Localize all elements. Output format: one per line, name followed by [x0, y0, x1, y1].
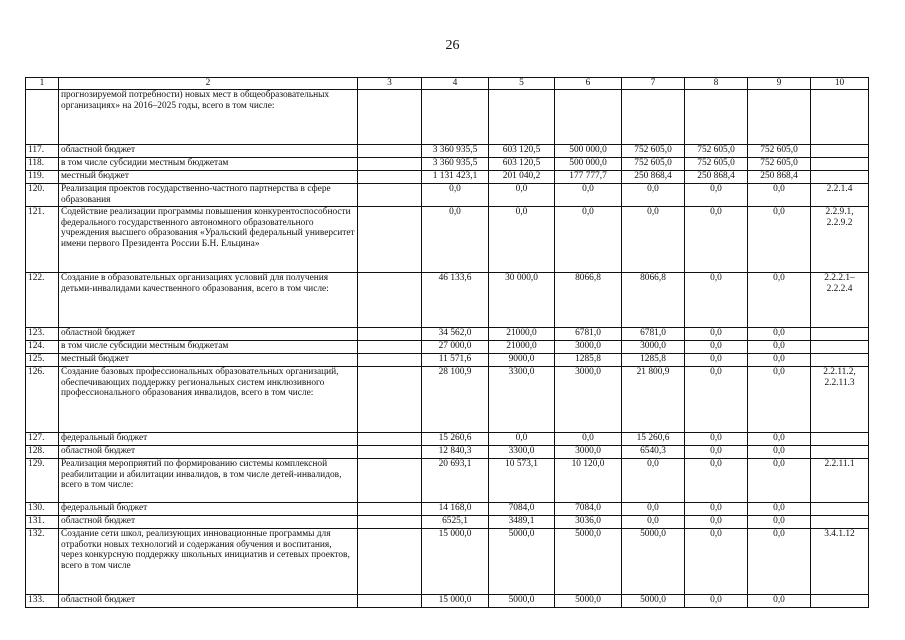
- cell-col-3: [358, 341, 422, 354]
- cell-total: 15 260,6: [422, 433, 489, 446]
- cell-col-5: 21000,0: [489, 328, 555, 341]
- cell-total: 0,0: [422, 207, 489, 273]
- cell-col-8: 752 605,0: [685, 158, 748, 171]
- cell-target-ref: 2.2.1.4: [811, 184, 869, 207]
- budget-table: [25, 77, 869, 608]
- cell-col-7: 5000,0: [622, 595, 685, 608]
- cell-col-8: [685, 90, 748, 145]
- cell-col-9: 0,0: [748, 328, 811, 341]
- table-row: [26, 341, 869, 354]
- cell-target-ref: [811, 354, 869, 367]
- column-header: 1: [26, 78, 59, 90]
- cell-col-5: 5000,0: [489, 595, 555, 608]
- cell-target-ref: [811, 145, 869, 158]
- item-name: в том числе субсидии местным бюджетам: [59, 158, 358, 171]
- cell-col-3: [358, 171, 422, 184]
- cell-col-8: 0,0: [685, 459, 748, 503]
- cell-col-6: 0,0: [555, 433, 622, 446]
- header-row: [26, 78, 869, 90]
- row-number: 117.: [26, 145, 59, 158]
- cell-col-7: 6781,0: [622, 328, 685, 341]
- cell-target-ref: [811, 158, 869, 171]
- column-header: 7: [622, 78, 685, 90]
- table-row: [26, 516, 869, 529]
- item-name: Содействие реализации программы повышения конкурентоспособности федерального государственного автономного образовательного учреждения высшего образования «Уральский федеральный университет имени первого Президента России Б.Н. Ельцина»: [59, 207, 358, 273]
- cell-col-8: 0,0: [685, 354, 748, 367]
- cell-col-8: 0,0: [685, 184, 748, 207]
- cell-col-3: [358, 595, 422, 608]
- row-number: 119.: [26, 171, 59, 184]
- cell-col-8: 0,0: [685, 328, 748, 341]
- cell-target-ref: [811, 595, 869, 608]
- cell-col-3: [358, 459, 422, 503]
- cell-col-5: 21000,0: [489, 341, 555, 354]
- cell-col-7: 1285,8: [622, 354, 685, 367]
- item-name: Создание сети школ, реализующих инновационные программы для отработки новых технологий и содержания обучения и воспитания, через конкурсную поддержку школьных инициатив и сетевых проектов, всего в том числе: [59, 529, 358, 595]
- cell-col-8: 0,0: [685, 503, 748, 516]
- item-name: местный бюджет: [59, 171, 358, 184]
- cell-target-ref: 2.2.11.2, 2.2.11.3: [811, 367, 869, 433]
- cell-col-3: [358, 207, 422, 273]
- table-row: [26, 90, 869, 145]
- cell-col-3: [358, 367, 422, 433]
- item-name: Реализация проектов государственно-частного партнерства в сфере образования: [59, 184, 358, 207]
- column-header: 3: [358, 78, 422, 90]
- cell-col-8: 0,0: [685, 273, 748, 328]
- table-row: [26, 459, 869, 503]
- cell-col-6: 7084,0: [555, 503, 622, 516]
- cell-total: 12 840,3: [422, 446, 489, 459]
- cell-col-3: [358, 529, 422, 595]
- table-row: [26, 184, 869, 207]
- cell-col-7: 0,0: [622, 503, 685, 516]
- cell-target-ref: 2.2.9.1, 2.2.9.2: [811, 207, 869, 273]
- column-header: 6: [555, 78, 622, 90]
- cell-col-5: 9000,0: [489, 354, 555, 367]
- cell-col-6: 500 000,0: [555, 145, 622, 158]
- cell-total: 11 571,6: [422, 354, 489, 367]
- cell-col-6: 5000,0: [555, 595, 622, 608]
- cell-col-7: 0,0: [622, 207, 685, 273]
- cell-col-5: [489, 90, 555, 145]
- item-name: областной бюджет: [59, 328, 358, 341]
- cell-col-5: 603 120,5: [489, 145, 555, 158]
- cell-total: 15 000,0: [422, 529, 489, 595]
- cell-col-6: 3000,0: [555, 446, 622, 459]
- cell-col-9: 0,0: [748, 459, 811, 503]
- column-header: 8: [685, 78, 748, 90]
- cell-col-7: [622, 90, 685, 145]
- item-name: федеральный бюджет: [59, 503, 358, 516]
- row-number: 130.: [26, 503, 59, 516]
- item-name: Создание базовых профессиональных образовательных организаций, обеспечивающих поддержку региональных систем инклюзивного профессионального образования инвалидов, всего в том числе:: [59, 367, 358, 433]
- cell-col-9: 250 868,4: [748, 171, 811, 184]
- table-row: [26, 158, 869, 171]
- cell-col-9: 0,0: [748, 503, 811, 516]
- cell-target-ref: [811, 90, 869, 145]
- cell-col-5: 3489,1: [489, 516, 555, 529]
- cell-col-9: 752 605,0: [748, 158, 811, 171]
- cell-col-8: 0,0: [685, 529, 748, 595]
- item-name: федеральный бюджет: [59, 433, 358, 446]
- cell-col-6: 177 777,7: [555, 171, 622, 184]
- cell-col-5: 30 000,0: [489, 273, 555, 328]
- item-name: Создание в образовательных организациях условий для получения детьми-инвалидами качественного образования, всего в том числе:: [59, 273, 358, 328]
- column-header: 4: [422, 78, 489, 90]
- cell-col-3: [358, 446, 422, 459]
- cell-col-9: 0,0: [748, 354, 811, 367]
- cell-col-6: [555, 90, 622, 145]
- cell-total: 34 562,0: [422, 328, 489, 341]
- cell-col-5: 3300,0: [489, 367, 555, 433]
- cell-total: [422, 90, 489, 145]
- row-number: 126.: [26, 367, 59, 433]
- cell-col-3: [358, 184, 422, 207]
- cell-target-ref: [811, 516, 869, 529]
- cell-col-9: 0,0: [748, 367, 811, 433]
- column-header: 9: [748, 78, 811, 90]
- cell-col-5: 7084,0: [489, 503, 555, 516]
- row-number: [26, 90, 59, 145]
- cell-col-6: 0,0: [555, 184, 622, 207]
- cell-col-8: 0,0: [685, 595, 748, 608]
- cell-col-9: 0,0: [748, 184, 811, 207]
- cell-col-9: [748, 90, 811, 145]
- item-name: прогнозируемой потребности) новых мест в общеобразовательных организациях» на 2016–2025 годы, всего в том числе:: [59, 90, 358, 145]
- cell-col-6: 10 120,0: [555, 459, 622, 503]
- item-name: местный бюджет: [59, 354, 358, 367]
- cell-col-3: [358, 328, 422, 341]
- table-row: [26, 354, 869, 367]
- cell-col-6: 3036,0: [555, 516, 622, 529]
- cell-target-ref: 2.2.2.1–2.2.2.4: [811, 273, 869, 328]
- cell-col-5: 201 040,2: [489, 171, 555, 184]
- cell-col-7: 752 605,0: [622, 158, 685, 171]
- row-number: 123.: [26, 328, 59, 341]
- table-row: [26, 207, 869, 273]
- cell-target-ref: [811, 433, 869, 446]
- cell-col-8: 0,0: [685, 207, 748, 273]
- cell-col-8: 0,0: [685, 341, 748, 354]
- column-header: 10: [811, 78, 869, 90]
- cell-total: 3 360 935,5: [422, 158, 489, 171]
- table-row: [26, 503, 869, 516]
- cell-col-8: 0,0: [685, 433, 748, 446]
- cell-col-9: 752 605,0: [748, 145, 811, 158]
- row-number: 127.: [26, 433, 59, 446]
- cell-col-6: 3000,0: [555, 367, 622, 433]
- item-name: Реализация мероприятий по формированию системы комплексной реабилитации и абилитации инвалидов, в том числе детей-инвалидов, всего в том числе:: [59, 459, 358, 503]
- table-row: [26, 433, 869, 446]
- cell-total: 20 693,1: [422, 459, 489, 503]
- cell-col-5: 10 573,1: [489, 459, 555, 503]
- table-row: [26, 446, 869, 459]
- cell-col-6: 3000,0: [555, 341, 622, 354]
- cell-col-7: 15 260,6: [622, 433, 685, 446]
- row-number: 125.: [26, 354, 59, 367]
- item-name: в том числе субсидии местным бюджетам: [59, 341, 358, 354]
- cell-col-8: 0,0: [685, 367, 748, 433]
- cell-target-ref: 3.4.1.12: [811, 529, 869, 595]
- cell-col-5: 0,0: [489, 207, 555, 273]
- cell-target-ref: [811, 328, 869, 341]
- cell-target-ref: [811, 171, 869, 184]
- table-row: [26, 145, 869, 158]
- cell-col-3: [358, 433, 422, 446]
- cell-col-3: [358, 90, 422, 145]
- row-number: 121.: [26, 207, 59, 273]
- cell-total: 6525,1: [422, 516, 489, 529]
- cell-col-9: 0,0: [748, 341, 811, 354]
- cell-total: 46 133,6: [422, 273, 489, 328]
- cell-col-7: 3000,0: [622, 341, 685, 354]
- cell-col-5: 0,0: [489, 433, 555, 446]
- cell-total: 1 131 423,1: [422, 171, 489, 184]
- cell-target-ref: [811, 503, 869, 516]
- cell-col-5: 3300,0: [489, 446, 555, 459]
- cell-col-3: [358, 503, 422, 516]
- cell-total: 0,0: [422, 184, 489, 207]
- cell-col-9: 0,0: [748, 595, 811, 608]
- row-number: 133.: [26, 595, 59, 608]
- cell-col-9: 0,0: [748, 433, 811, 446]
- cell-col-5: 0,0: [489, 184, 555, 207]
- cell-col-7: 5000,0: [622, 529, 685, 595]
- cell-col-6: 8066,8: [555, 273, 622, 328]
- cell-col-7: 0,0: [622, 184, 685, 207]
- row-number: 118.: [26, 158, 59, 171]
- cell-col-5: 603 120,5: [489, 158, 555, 171]
- column-header: 2: [59, 78, 358, 90]
- item-name: областной бюджет: [59, 516, 358, 529]
- table-row: [26, 171, 869, 184]
- row-number: 131.: [26, 516, 59, 529]
- cell-total: 3 360 935,5: [422, 145, 489, 158]
- cell-target-ref: [811, 446, 869, 459]
- cell-total: 15 000,0: [422, 595, 489, 608]
- row-number: 122.: [26, 273, 59, 328]
- table-row: [26, 529, 869, 595]
- cell-col-6: 500 000,0: [555, 158, 622, 171]
- cell-col-9: 0,0: [748, 446, 811, 459]
- row-number: 128.: [26, 446, 59, 459]
- cell-col-6: 6781,0: [555, 328, 622, 341]
- cell-col-7: 250 868,4: [622, 171, 685, 184]
- cell-total: 27 000,0: [422, 341, 489, 354]
- item-name: областной бюджет: [59, 145, 358, 158]
- cell-col-5: 5000,0: [489, 529, 555, 595]
- cell-col-9: 0,0: [748, 207, 811, 273]
- table-row: [26, 595, 869, 608]
- cell-col-7: 752 605,0: [622, 145, 685, 158]
- cell-col-6: 0,0: [555, 207, 622, 273]
- cell-col-7: 0,0: [622, 459, 685, 503]
- cell-total: 28 100,9: [422, 367, 489, 433]
- cell-col-8: 0,0: [685, 446, 748, 459]
- cell-col-3: [358, 273, 422, 328]
- cell-col-6: 5000,0: [555, 529, 622, 595]
- cell-col-8: 752 605,0: [685, 145, 748, 158]
- cell-col-9: 0,0: [748, 516, 811, 529]
- row-number: 129.: [26, 459, 59, 503]
- cell-col-3: [358, 516, 422, 529]
- cell-col-7: 21 800,9: [622, 367, 685, 433]
- cell-target-ref: 2.2.11.1: [811, 459, 869, 503]
- cell-col-7: 6540,3: [622, 446, 685, 459]
- cell-col-7: 0,0: [622, 516, 685, 529]
- cell-col-3: [358, 354, 422, 367]
- row-number: 120.: [26, 184, 59, 207]
- row-number: 124.: [26, 341, 59, 354]
- table-body: [26, 78, 869, 608]
- cell-target-ref: [811, 341, 869, 354]
- cell-col-9: 0,0: [748, 529, 811, 595]
- item-name: областной бюджет: [59, 446, 358, 459]
- column-header: 5: [489, 78, 555, 90]
- table-row: [26, 273, 869, 328]
- table-row: [26, 328, 869, 341]
- cell-col-9: 0,0: [748, 273, 811, 328]
- item-name: областной бюджет: [59, 595, 358, 608]
- cell-col-7: 8066,8: [622, 273, 685, 328]
- table-row: [26, 367, 869, 433]
- row-number: 132.: [26, 529, 59, 595]
- cell-col-8: 0,0: [685, 516, 748, 529]
- cell-col-3: [358, 158, 422, 171]
- cell-total: 14 168,0: [422, 503, 489, 516]
- cell-col-3: [358, 145, 422, 158]
- cell-col-8: 250 868,4: [685, 171, 748, 184]
- cell-col-6: 1285,8: [555, 354, 622, 367]
- page-number: 26: [445, 38, 460, 53]
